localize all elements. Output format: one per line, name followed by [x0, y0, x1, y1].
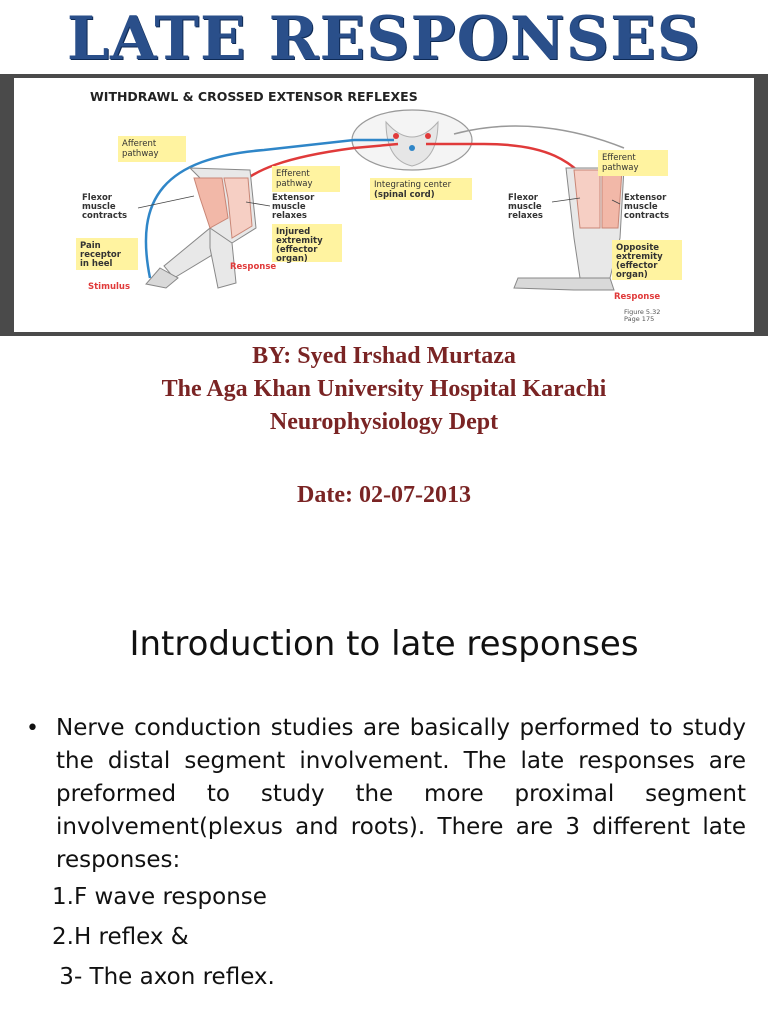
- label-flexor-relaxes: Flexor muscle relaxes: [508, 193, 543, 221]
- intro-body: [22, 712, 746, 997]
- label-pain-receptor: [76, 238, 138, 270]
- list-item: 2.H reflex &: [52, 924, 189, 950]
- intro-paragraph: Nerve conduction studies are basically performed to study the distal segment involvement. The late responses are preformed to study the more proximal segment involvement(plexus and roots). There are 3 different late responses:: [56, 715, 746, 873]
- label-injured-extremity: [272, 224, 342, 264]
- reflex-diagram: [14, 78, 754, 332]
- label-stimulus: Stimulus: [88, 282, 131, 292]
- label-figure-ref: Figure 5.32 Page 175: [624, 308, 661, 323]
- svg-text:Efferentpathway: Efferent pathway: [276, 169, 313, 189]
- right-leg: [514, 168, 624, 290]
- label-integrating-center: [370, 178, 472, 200]
- section-heading: Introduction to late responses: [129, 624, 639, 664]
- svg-text:Efferentpathway: Efferent pathway: [602, 153, 639, 173]
- list-item: 3- The axon reflex.: [52, 964, 275, 990]
- label-opposite-extremity: [612, 240, 682, 280]
- label-efferent-right: [598, 150, 668, 176]
- label-response-right: Response: [614, 292, 661, 302]
- diagram-title: WITHDRAWL & CROSSED EXTENSOR REFLEXES: [90, 89, 418, 104]
- hospital-line: The Aga Khan University Hospital Karachi: [161, 376, 607, 402]
- department-line: Neurophysiology Dept: [269, 409, 499, 435]
- slide-title: LATE RESPONSES: [66, 4, 702, 74]
- bullet-icon: •: [26, 716, 39, 741]
- author-line: BY: Syed Irshad Murtaza: [252, 343, 516, 369]
- label-afferent: [118, 136, 186, 162]
- label-efferent-left: [272, 166, 340, 192]
- svg-text:Afferentpathway: Afferent pathway: [122, 139, 159, 159]
- date-line: Date: 02-07-2013: [297, 482, 471, 508]
- svg-text:Oppositeextremity(effectororga: Opposite extremity (effector organ): [616, 243, 663, 280]
- label-response-left: Response: [230, 262, 277, 272]
- svg-text:Injuredextremity(effectororgan: Injured extremity (effector organ): [276, 227, 323, 264]
- svg-text:Painreceptorin heel: Pain receptor in heel: [80, 241, 121, 269]
- author-credits: [0, 340, 768, 512]
- list-item: 1.F wave response: [52, 884, 267, 910]
- label-flexor-contracts: Flexor muscle contracts: [82, 193, 128, 221]
- svg-text:Integrating center(spinal cord: Integrating center (spinal cord): [374, 180, 452, 200]
- label-extensor-contracts: Extensor muscle contracts: [624, 193, 670, 221]
- bullet-row: [22, 712, 746, 877]
- label-extensor-relaxes: Extensor muscle relaxes: [272, 193, 315, 221]
- reflex-diagram-svg: [14, 78, 754, 332]
